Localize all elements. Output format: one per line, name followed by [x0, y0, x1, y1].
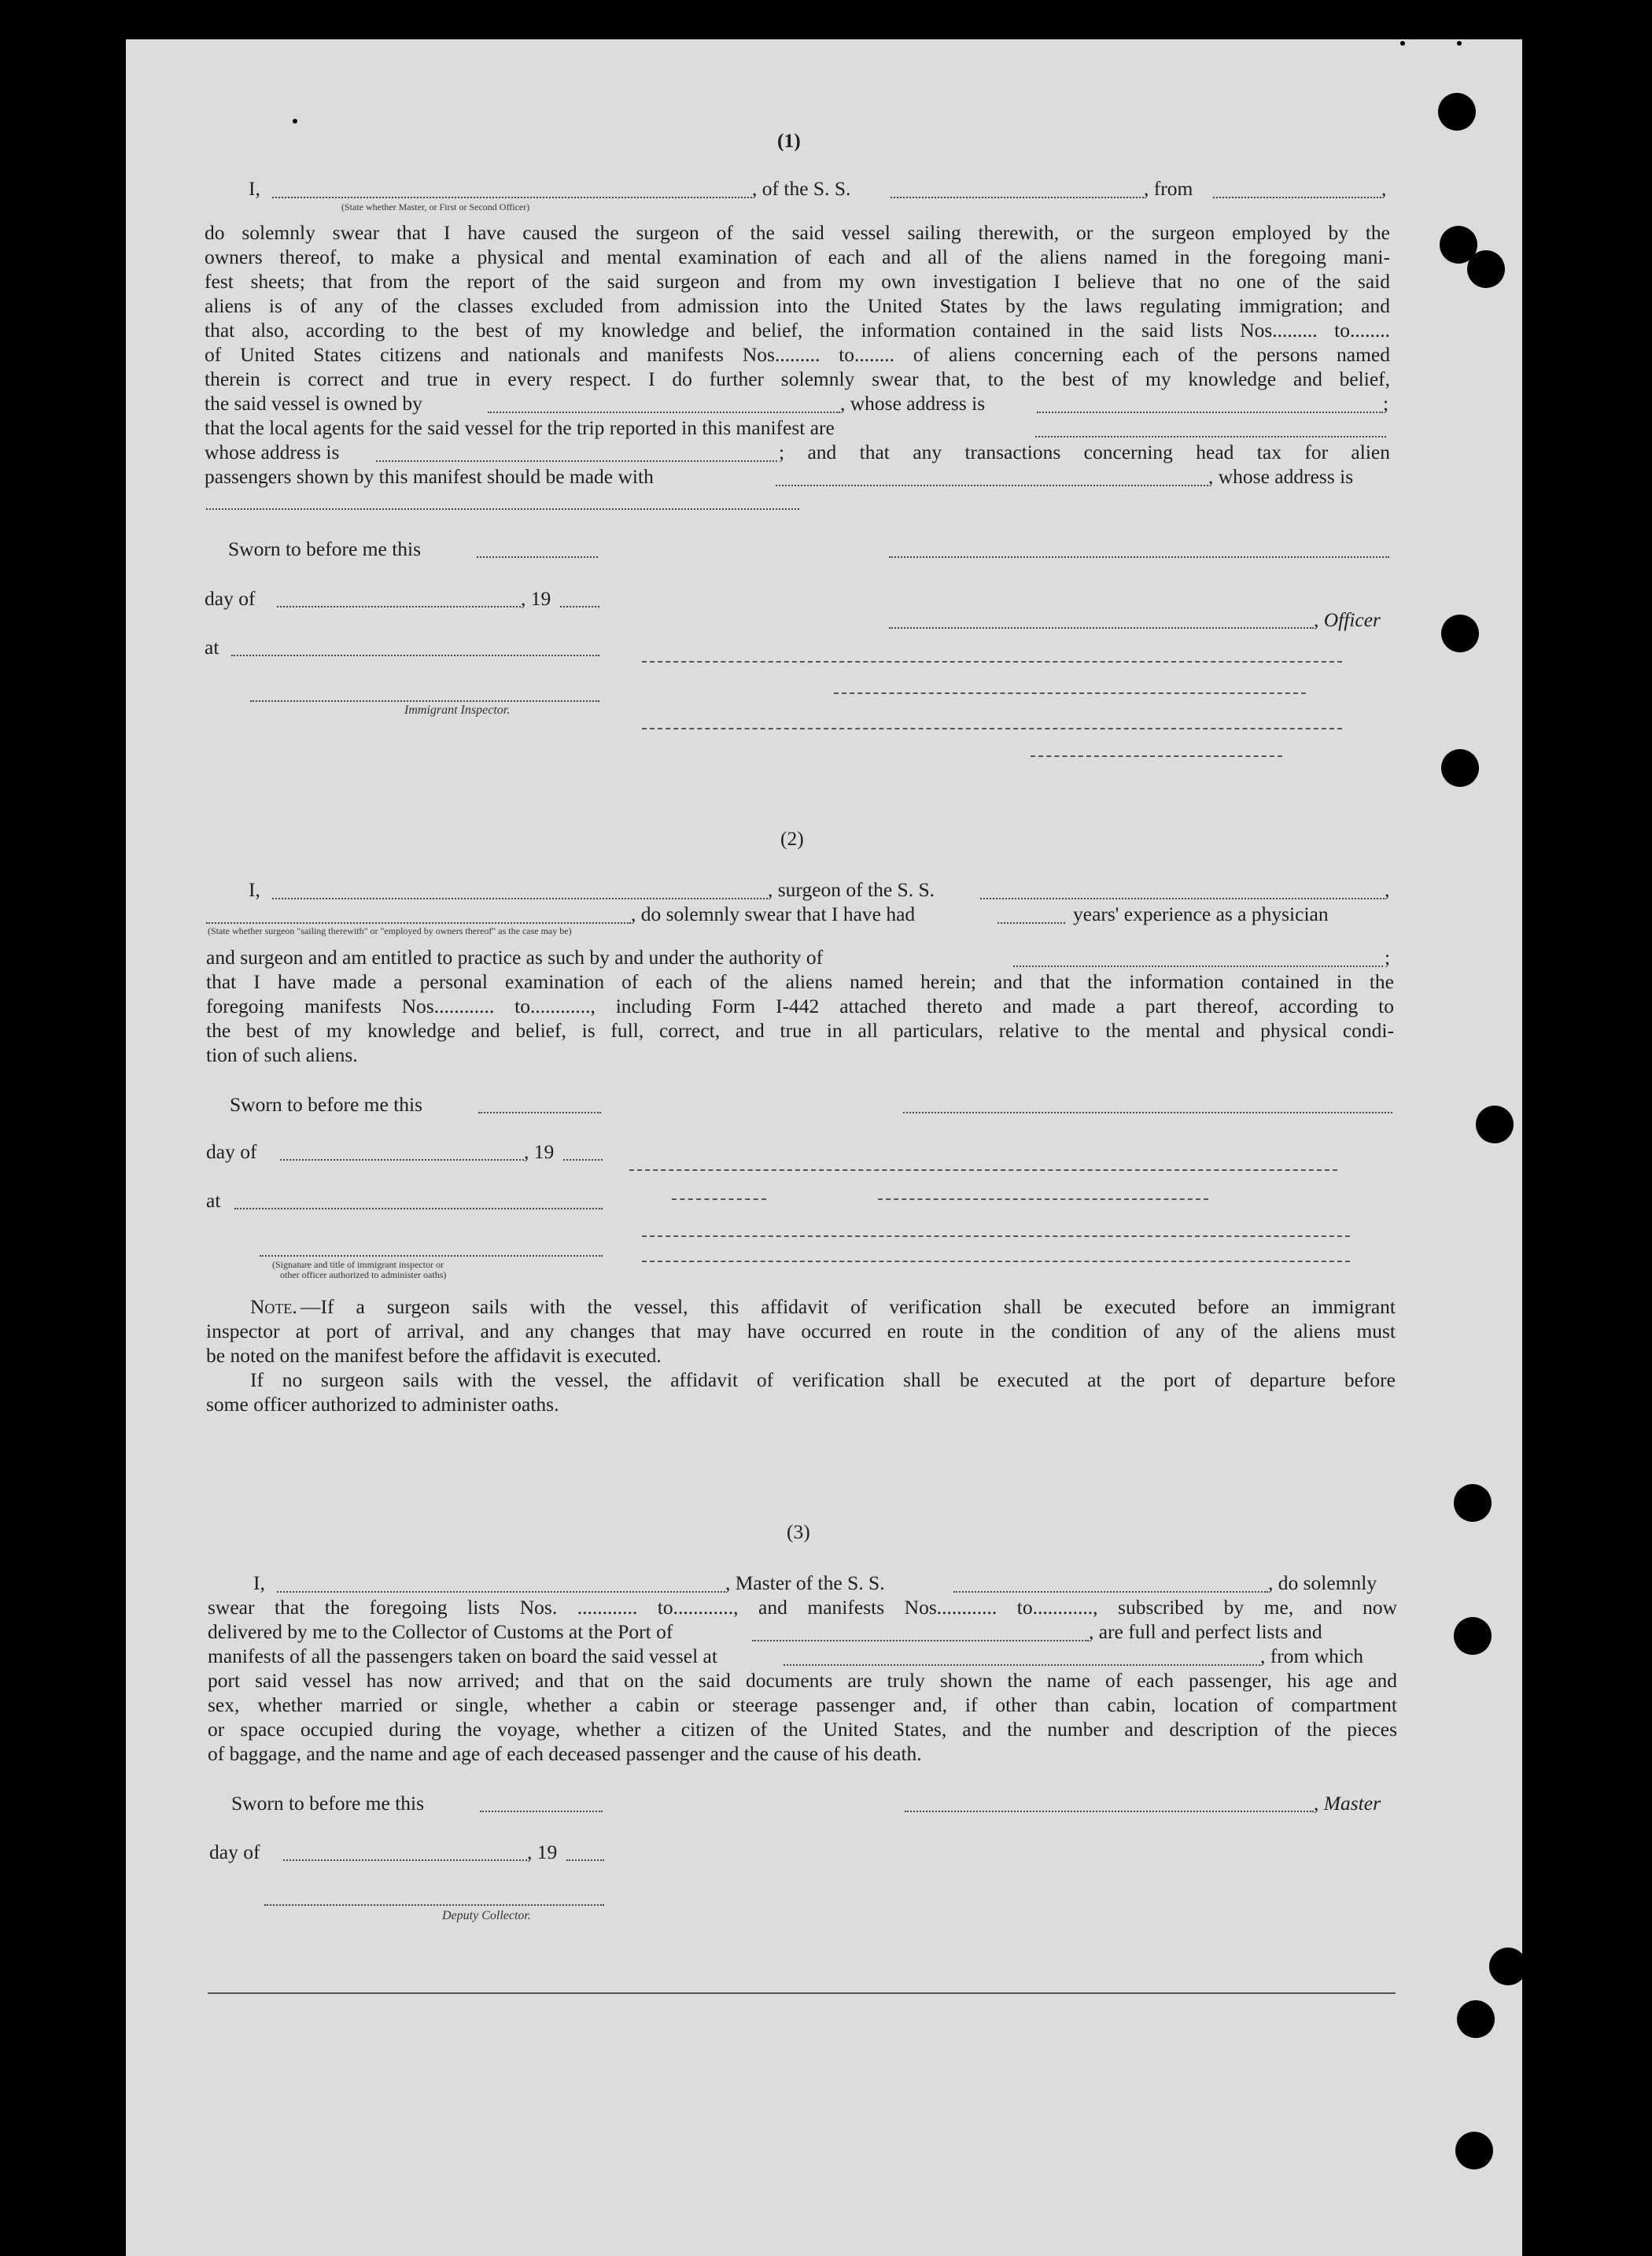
note-text-line: inspector at port of arrival, and any changes that may have occurred en route in the condition of any of the aliens must	[206, 1320, 1396, 1342]
master-of-label: , Master of the S. S.	[725, 1571, 885, 1594]
from-field[interactable]	[1213, 197, 1381, 198]
signature-dash-line	[642, 661, 1342, 663]
local-agents-field[interactable]	[1035, 436, 1386, 438]
oath-text-line: therein is correct and true in every respect. I do further solemnly swear that, to the best of my knowledge and belief,	[205, 367, 1390, 390]
local-agents-label: that the local agents for the said vessel for the trip reported in this manifest are	[205, 416, 835, 439]
signature-dash-line	[672, 1198, 766, 1200]
surgeon-oath-line: foregoing manifests Nos............ to............, including Form I-442 attached thereto and made a part thereof, according to	[206, 995, 1394, 1017]
speck	[293, 119, 297, 124]
signature-dash-line	[629, 1169, 1337, 1171]
deputy-signature-field[interactable]	[264, 1904, 604, 1906]
at-label: at	[206, 1189, 221, 1212]
punch-hole	[1454, 1484, 1492, 1522]
master-name-field[interactable]	[277, 1591, 725, 1593]
from-label: , from	[1144, 177, 1193, 200]
sworn-label: Sworn to before me this	[231, 1792, 425, 1815]
lists-text: swear that the foregoing lists Nos. ............ to............, and manifests Nos............ to............, subscribed by me, and now	[208, 1596, 1397, 1619]
month-field[interactable]	[283, 1859, 527, 1861]
surgeon-oath-last-line: tion of such aliens.	[206, 1043, 358, 1066]
line-end: ;	[1383, 392, 1389, 415]
signature-dash-line	[1031, 755, 1282, 757]
signature-dash-line	[642, 1235, 1350, 1237]
punch-hole	[1467, 250, 1505, 288]
sworn-label: Sworn to before me this	[228, 537, 422, 560]
swear-had-text: , do solemnly swear that I have had	[631, 903, 916, 925]
at-label: at	[205, 636, 219, 659]
year-label: , 19	[524, 1140, 555, 1163]
authority-field[interactable]	[1013, 966, 1383, 967]
master-oath-last-line: of baggage, and the name and age of each deceased passenger and the cause of his death.	[208, 1742, 922, 1765]
master-vessel-field[interactable]	[953, 1591, 1268, 1593]
immigrant-inspector-label: Immigrant Inspector.	[404, 703, 511, 717]
officer-signature-line-2[interactable]	[889, 627, 1314, 629]
master-oath-line: port said vessel has now arrived; and that on the said documents are truly shown the name of each passenger, his age and	[208, 1669, 1397, 1692]
punch-hole	[1457, 2000, 1495, 2038]
speck	[1400, 41, 1405, 46]
oath-text-line: fest sheets; that from the report of the said surgeon and from my own investigation I believe that no one of the said	[205, 270, 1390, 293]
agent-address-label: whose address is	[205, 441, 340, 463]
years-field[interactable]	[997, 922, 1065, 924]
head-tax-text: ; and that any transactions concerning head tax for alien	[779, 441, 1390, 463]
whose-address-label-2: , whose address is	[1208, 465, 1354, 488]
authority-label: and surgeon and am entitled to practice as such by and under the authority of	[206, 946, 824, 969]
note-text-last: some officer authorized to administer oaths.	[206, 1393, 559, 1416]
head-tax-agent-field[interactable]	[776, 485, 1208, 486]
year-field[interactable]	[566, 1859, 604, 1861]
signature-note-2: other officer authorized to administer oaths)	[280, 1269, 447, 1280]
inspector-signature-field[interactable]	[260, 1255, 603, 1257]
master-signature-line[interactable]	[905, 1811, 1314, 1812]
month-field[interactable]	[280, 1159, 524, 1161]
head-tax-address-field[interactable]	[206, 508, 799, 510]
oath-i: I,	[249, 878, 260, 901]
surgeon-oath-line: the best of my knowledge and belief, is full, correct, and true in all particulars, relative to the mental and physical condi-	[206, 1019, 1394, 1042]
oath-text-line: that also, according to the best of my knowledge and belief, the information contained in the said lists Nos......... to........	[205, 319, 1390, 342]
agent-address-field[interactable]	[376, 460, 777, 462]
signature-dash-line	[642, 1261, 1350, 1262]
surgeon-signature-line[interactable]	[903, 1112, 1392, 1113]
line-end: ,	[1385, 878, 1390, 901]
month-field[interactable]	[277, 606, 521, 607]
surgeon-of-label: , surgeon of the S. S.	[768, 878, 935, 901]
year-field[interactable]	[560, 606, 599, 607]
officer-signature-line-1[interactable]	[889, 556, 1389, 558]
of-ss-label: , of the S. S.	[752, 177, 851, 200]
section-1-heading: (1)	[777, 129, 801, 152]
years-label: years' experience as a physician	[1073, 903, 1329, 925]
note-text-line: —If a surgeon sails with the vessel, this affidavit of verification shall be executed before an immigrant	[301, 1295, 1396, 1318]
note-label: Note.	[250, 1295, 297, 1318]
master-oath-line: or space occupied during the voyage, whether a citizen of the United States, and the number and description of the pieces	[208, 1718, 1397, 1741]
boarding-port-field[interactable]	[784, 1664, 1260, 1666]
master-label: , Master	[1314, 1792, 1381, 1815]
punch-hole	[1489, 1948, 1527, 1985]
year-label: , 19	[527, 1841, 558, 1863]
inspector-signature-field[interactable]	[250, 700, 599, 702]
note-text-last: be noted on the manifest before the affidavit is executed.	[206, 1344, 662, 1367]
sworn-date-field[interactable]	[477, 556, 598, 558]
sworn-date-field[interactable]	[480, 1811, 603, 1812]
sworn-date-field[interactable]	[478, 1112, 601, 1113]
section-2-heading: (2)	[780, 827, 804, 850]
section-3-heading: (3)	[787, 1520, 810, 1543]
at-field[interactable]	[234, 1208, 603, 1209]
at-field[interactable]	[231, 655, 599, 656]
surgeon-vessel-field[interactable]	[980, 898, 1385, 899]
oath-i: I,	[249, 177, 260, 200]
oath-i: I,	[253, 1571, 265, 1594]
surgeon-oath-line: that I have made a personal examination of each of the aliens named herein; and that the information contained in the	[206, 970, 1394, 993]
punch-hole	[1441, 749, 1479, 787]
bottom-rule	[208, 1992, 1396, 1994]
manifests-of-label: manifests of all the passengers taken on board the said vessel at	[208, 1645, 717, 1667]
port-field[interactable]	[752, 1640, 1089, 1641]
surgeon-note: (State whether surgeon "sailing therewith" or "employed by owners thereof" as the case may be)	[208, 925, 572, 936]
oath-text-line: owners thereof, to make a physical and mental examination of each and all of the aliens named in the foregoing mani-	[205, 246, 1390, 268]
signature-dash-line	[878, 1198, 1208, 1200]
full-perfect-label: , are full and perfect lists and	[1089, 1620, 1322, 1643]
oath-text-line: of United States citizens and nationals and manifests Nos......... to........ of aliens concerning each of the persons named	[205, 343, 1390, 366]
punch-hole	[1441, 615, 1479, 652]
owner-address-field[interactable]	[1037, 412, 1383, 413]
do-solemnly-label: , do solemnly	[1268, 1571, 1377, 1594]
note-text-line: If no surgeon sails with the vessel, the affidavit of verification shall be executed at the port of departure before	[250, 1368, 1396, 1391]
punch-hole	[1455, 2132, 1493, 2169]
signature-note-1: (Signature and title of immigrant inspector or	[272, 1259, 444, 1270]
whose-address-label: , whose address is	[840, 392, 986, 415]
master-note: (State whether Master, or First or Second Officer)	[341, 201, 530, 212]
sworn-label: Sworn to before me this	[230, 1093, 423, 1116]
punch-hole	[1454, 1617, 1492, 1655]
signature-dash-line	[834, 692, 1306, 694]
punch-hole	[1438, 93, 1476, 131]
officer-label: , Officer	[1314, 608, 1381, 631]
line-end: ,	[1381, 177, 1387, 200]
master-oath-line: sex, whether married or single, whether a cabin or steerage passenger and, if other than cabin, location of compartment	[208, 1693, 1397, 1716]
signature-dash-line	[642, 728, 1342, 729]
day-of-label: day of	[206, 1140, 257, 1163]
line-end: ;	[1385, 946, 1391, 969]
year-field[interactable]	[563, 1159, 603, 1161]
speck	[1457, 41, 1462, 46]
year-label: , 19	[521, 587, 551, 610]
oath-text-line: do solemnly swear that I have caused the surgeon of the said vessel sailing therewith, or the surgeon employed by the	[205, 221, 1390, 244]
from-which-label: , from which	[1260, 1645, 1364, 1667]
surgeon-status-field[interactable]	[206, 922, 631, 924]
punch-hole	[1476, 1106, 1514, 1143]
delivered-label: delivered by me to the Collector of Customs at the Port of	[208, 1620, 673, 1643]
passengers-label: passengers shown by this manifest should be made with	[205, 465, 654, 488]
oath-text-line: aliens is of any of the classes excluded from admission into the United States by the laws regulating immigration; and	[205, 294, 1390, 317]
deputy-collector-label: Deputy Collector.	[442, 1909, 531, 1922]
owned-by-label: the said vessel is owned by	[205, 392, 422, 415]
surgeon-name-field[interactable]	[272, 898, 768, 899]
day-of-label: day of	[209, 1841, 260, 1863]
owner-field[interactable]	[488, 412, 840, 413]
vessel-field[interactable]	[891, 197, 1144, 198]
day-of-label: day of	[205, 587, 256, 610]
name-field[interactable]	[272, 197, 752, 198]
